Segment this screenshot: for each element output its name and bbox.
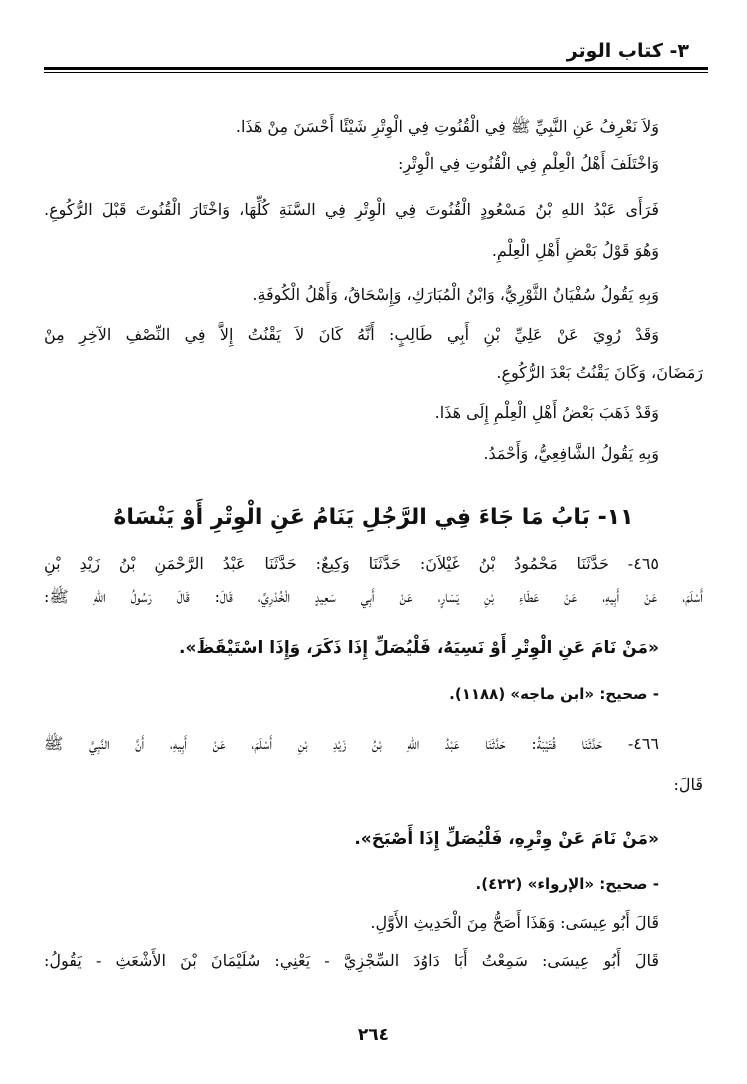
hadith-466-matn: «مَنْ نَامَ عَنْ وِتْرِهِ، فَلْيُصَلِّ إِذَا أَصْبَحَ».: [354, 829, 659, 849]
text-line-5: وَبِهِ يَقُولُ سُفْيَانُ الثَّوْرِيُّ، وَابْنُ الْمُبَارَكِ، وَإِسْحَاقُ، وَأَهْلُ الْكُوفَةِ.: [252, 285, 659, 304]
closing-line-2: قَالَ أَبُو عِيسَى: سَمِعْتُ أَبَا دَاوُدَ السِّجْزِيَّ - يَعْنِي: سُلَيْمَانَ بْنَ الأَشْعَثِ - يَقُولُ:: [44, 951, 659, 970]
text-line-1: وَلاَ نَعْرِفُ عَنِ النَّبِيِّ ﷺ فِي الْقُنُوتِ فِي الْوِتْرِ شَيْئًا أَحْسَنَ مِنْ هَذَا.: [235, 117, 659, 136]
header-rule-thin: [44, 72, 708, 73]
hadith-466-isnad-2: قَالَ:: [673, 775, 703, 794]
hadith-465-isnad-1: ٤٦٥- حَدَّثَنَا مَحْمُودُ بْنُ غَيْلاَنَ: حَدَّثَنَا وَكِيعٌ: حَدَّثَنَا عَبْدُ الرَّحْمَنِ بْنُ زَيْدِ بْنِ: [44, 554, 659, 573]
text-line-7: رَمَضَانَ، وَكَانَ يَقْنُتُ بَعْدَ الرُّكُوعِ.: [496, 363, 703, 382]
text-line-4: وَهُوَ قَوْلُ بَعْضِ أَهْلِ الْعِلْمِ.: [491, 241, 659, 260]
hadith-466-isnad-1: ٤٦٦- حَدَّثَنَا قُتَيْبَةُ: حَدَّثَنَا عَبْدُ اللهِ بْنُ زَيْدِ بْنِ أَسْلَمَ، عَنْ أَبِيهِ، أَنَّ النَّبِيَّ ﷺ: [44, 734, 659, 753]
text-line-3: فَرَأَى عَبْدُ اللهِ بْنُ مَسْعُودٍ الْقُنُوتَ فِي الْوِتْرِ فِي السَّنَةِ كُلِّهَا، وَاخْتَارَ الْقُنُوتَ قَبْلَ الرُّكُوعِ.: [44, 200, 659, 219]
header-rule-thick: [44, 67, 708, 70]
hadith-466-grading: - صحيح: «الإرواء» (٤٢٢).: [475, 875, 659, 893]
text-line-2: وَاخْتَلَفَ أَهْلُ الْعِلْمِ فِي الْقُنُوتِ فِي الْوِتْرِ:: [397, 154, 659, 173]
running-header: ٣- كتاب الوتر: [566, 40, 689, 62]
section-heading: ١١- بَابُ مَا جَاءَ فِي الرَّجُلِ يَنَامُ عَنِ الْوِتْرِ أَوْ يَنْسَاهُ: [113, 505, 634, 530]
text-line-6: وَقَدْ رُوِيَ عَنْ عَلِيِّ بْنِ أَبِي طَالِبٍ: أَنَّهُ كَانَ لاَ يَقْنُتُ إِلاَّ فِي النِّصْفِ الآخِرِ مِنْ: [44, 325, 659, 344]
hadith-465-matn: «مَنْ نَامَ عَنِ الْوِتْرِ أَوْ نَسِيَهُ، فَلْيُصَلِّ إِذَا ذَكَرَ، وَإِذَا اسْتَيْقَظَ».: [179, 638, 659, 658]
page-number: ٢٦٤: [357, 1025, 390, 1045]
text-line-9: وَبِهِ يَقُولُ الشَّافِعِيُّ، وَأَحْمَدُ.: [483, 444, 659, 463]
closing-line-1: قَالَ أَبُو عِيسَى: وَهَذَا أَصَحُّ مِنَ الْحَدِيثِ الأَوَّلِ.: [370, 913, 659, 932]
hadith-465-isnad-2: أَسْلَمَ، عَنْ أَبِيهِ، عَنْ عَطَاءِ بْنِ يَسَارٍ، عَنْ أَبِي سَعِيدٍ الْخُدْرِيِّ، قَالَ: قَالَ رَسُولُ اللهِ ﷺ:: [44, 587, 703, 606]
text-line-8: وَقَدْ ذَهَبَ بَعْضُ أَهْلِ الْعِلْمِ إِلَى هَذَا.: [434, 403, 659, 422]
hadith-465-grading: - صحيح: «ابن ماجه» (١١٨٨).: [449, 685, 659, 703]
